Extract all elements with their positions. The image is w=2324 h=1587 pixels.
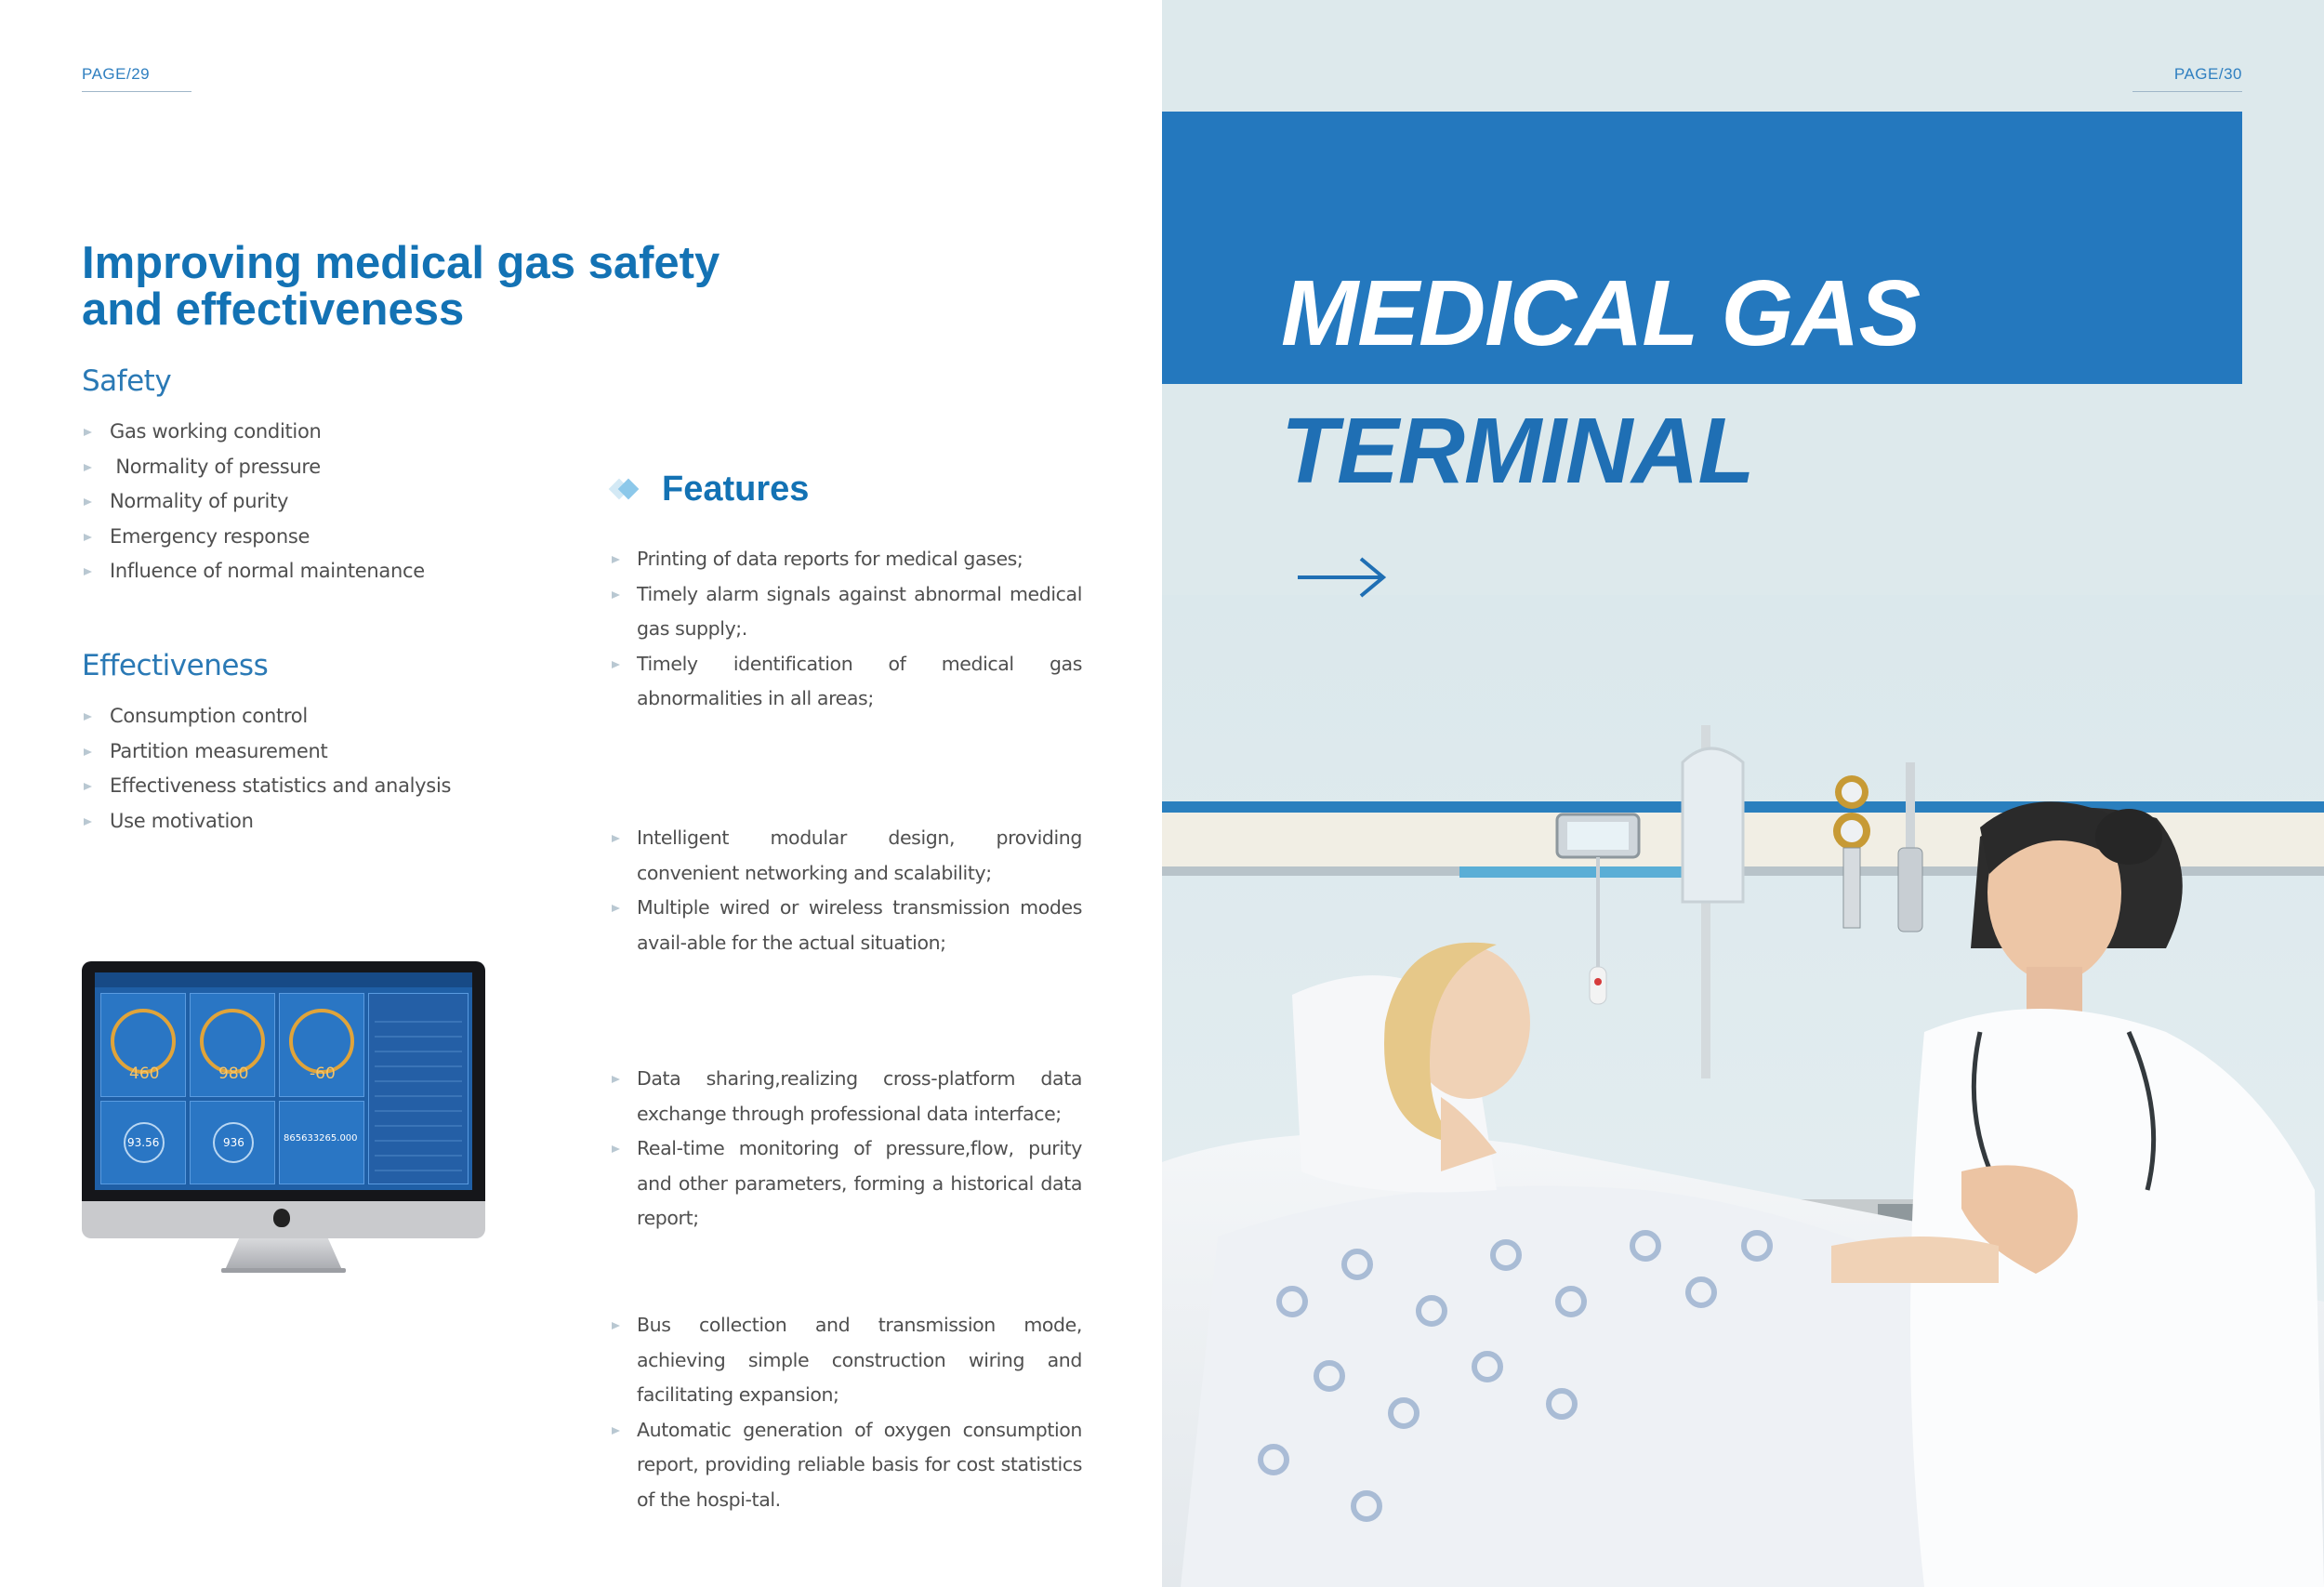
monitor-stand (225, 1238, 342, 1270)
feature-item: Timely identification of medical gas abnormalities in all areas; (610, 647, 1082, 717)
gauge-value: 460 (129, 1065, 160, 1083)
hospital-photo (1162, 595, 2324, 1587)
features-heading: Features (662, 469, 810, 509)
page-number-text: PAGE/29 (82, 65, 151, 83)
reading-value: 936 (223, 1136, 244, 1149)
list-item: Influence of normal maintenance (82, 554, 425, 589)
list-item: Normality of purity (82, 484, 425, 520)
gauge-value: -60 (310, 1065, 336, 1083)
feature-item: Multiple wired or wireless transmission modes avail-able for the actual situation; (610, 891, 1082, 960)
gauge-panel (100, 993, 186, 1097)
page-number-left (82, 65, 191, 92)
dashboard-header-bar (95, 972, 472, 987)
reading-panel (190, 1101, 275, 1184)
safety-heading: Safety (82, 364, 172, 398)
reading-value: 865633265.000 (284, 1133, 358, 1144)
right-page (1162, 0, 2324, 1587)
feature-item: Intelligent modular design, providing convenient networking and scalability; (610, 821, 1082, 891)
monitor-screen (82, 961, 485, 1201)
feature-item: Bus collection and transmission mode, achieving simple construction wiring and facilitating expansion; (610, 1308, 1082, 1413)
feature-item: Data sharing,realizing cross-platform data exchange through professional data interface; (610, 1062, 1082, 1131)
features-group-4 (610, 1308, 1082, 1517)
reading-panel (279, 1101, 364, 1184)
diamond-icon (610, 478, 641, 502)
page-number-rule (82, 91, 191, 92)
feature-item: Printing of data reports for medical gases; (610, 542, 1082, 577)
gauge-panel (279, 993, 364, 1097)
features-group-2 (610, 821, 1082, 960)
feature-item: Timely alarm signals against abnormal medical gas supply;. (610, 577, 1082, 647)
features-group-1 (610, 542, 1082, 717)
page-title: Improving medical gas safety and effectiveness (82, 238, 720, 335)
features-group-3 (610, 1062, 1082, 1237)
feature-item: Real-time monitoring of pressure,flow, purity and other parameters, forming a historical data report; (610, 1131, 1082, 1237)
gauge-panel (190, 993, 275, 1097)
list-item: Partition measurement (82, 734, 451, 770)
features-header (610, 469, 809, 509)
hero-title-line2: TERMINAL (1281, 399, 1754, 503)
monitor-image (82, 961, 485, 1287)
effectiveness-heading: Effectiveness (82, 649, 269, 682)
data-table-panel (368, 993, 469, 1184)
list-item: Use motivation (82, 804, 451, 840)
gauge-value: 980 (218, 1065, 249, 1083)
feature-item: Automatic generation of oxygen consumption report, providing reliable basis for cost statistics of the hospi-tal. (610, 1413, 1082, 1518)
dashboard-display (95, 972, 472, 1190)
list-item: Emergency response (82, 520, 425, 555)
list-item: Gas working condition (82, 415, 425, 450)
reading-value: 93.56 (127, 1136, 160, 1149)
monitor-base (221, 1268, 346, 1273)
reading-panel (100, 1101, 186, 1184)
page-number-right (2133, 65, 2242, 92)
hero-title-line1: MEDICAL GAS (1281, 261, 1921, 365)
safety-list (82, 415, 425, 589)
effectiveness-list (82, 699, 451, 839)
list-item: Consumption control (82, 699, 451, 734)
right-arrow-icon (1296, 556, 1389, 599)
page-number-text: PAGE/30 (2173, 65, 2242, 83)
data-table-lines (369, 994, 468, 1184)
apple-logo-icon (273, 1209, 290, 1227)
list-item: Effectiveness statistics and analysis (82, 769, 451, 804)
page-number-rule (2133, 91, 2242, 92)
list-item: Normality of pressure (82, 450, 425, 485)
